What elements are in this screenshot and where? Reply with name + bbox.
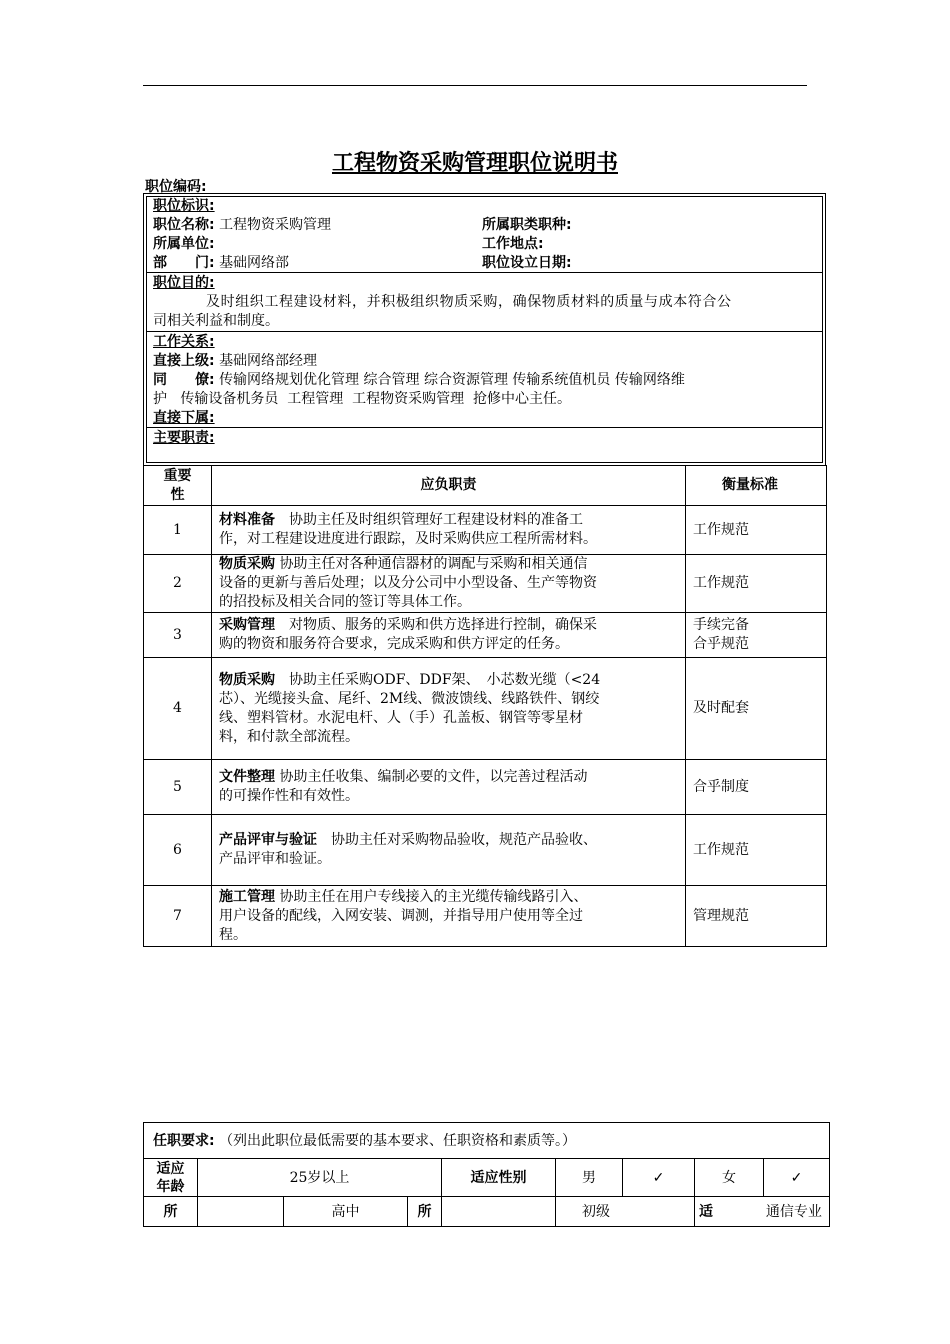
peers-row xyxy=(153,371,685,390)
duty-title: 产品评审与验证 xyxy=(219,832,317,848)
duty-cell: 采购管理 对物质、服务的采购和供方选择进行控制，确保采 购的物资和服务符合要求，完成采购和供方评定的任务。 xyxy=(212,613,686,658)
duty-title: 物质采购 xyxy=(219,671,275,688)
requirements-header-cell xyxy=(144,1123,830,1159)
standard-cell: 手续完备 合乎规范 xyxy=(686,613,827,658)
position-name-value: 工程物资采购管理 xyxy=(219,217,332,233)
standard-cell: 合乎制度 xyxy=(686,760,827,815)
table-row xyxy=(144,760,827,815)
peers-text-line2: 护 传输设备机务员 工程管理 工程物资采购管理 抢修中心主任。 xyxy=(153,391,572,407)
position-name-label: 职位名称: xyxy=(153,217,215,233)
requirement-cell xyxy=(442,1197,556,1227)
requirements-header-row xyxy=(144,1123,830,1159)
standard-cell: 工作规范 xyxy=(686,506,827,555)
row-number: 1 xyxy=(144,506,212,555)
duty-header: 应负职责 xyxy=(212,466,686,506)
age-gender-row xyxy=(144,1159,830,1197)
requirements-note: （列出此职位最低需要的基本要求、任职资格和素质等。） xyxy=(219,1132,577,1149)
standard-header: 衡量标准 xyxy=(686,466,827,506)
duty-cell: 施工管理 协助主任在用户专线接入的主光缆传输线路引入、 用户设备的配线，入网安装、调测，并指导用户使用等全过 程。 xyxy=(212,886,686,947)
requirements-label: 任职要求: xyxy=(153,1132,215,1149)
row-number: 2 xyxy=(144,555,212,613)
female-check-icon: ✓ xyxy=(764,1159,830,1197)
department-label: 部 门: xyxy=(153,255,215,271)
duty-title: 文件整理 xyxy=(219,769,275,785)
work-location-label: 工作地点: xyxy=(482,236,544,252)
row-number: 6 xyxy=(144,815,212,886)
age-label: 适应 年龄 xyxy=(144,1159,198,1197)
importance-header: 重要 性 xyxy=(144,466,212,506)
row-number: 5 xyxy=(144,760,212,815)
standard-cell: 工作规范 xyxy=(686,815,827,886)
duty-title: 材料准备 xyxy=(219,512,275,528)
work-relations-label: 工作关系: xyxy=(153,334,215,350)
job-category-label: 所属职类职种: xyxy=(482,217,572,233)
main-duties-label: 主要职责: xyxy=(153,430,215,446)
department-row xyxy=(153,254,289,273)
row-number: 3 xyxy=(144,613,212,658)
requirement-value: 初级 xyxy=(556,1197,695,1227)
duty-title: 物质采购 xyxy=(219,556,275,572)
requirement-value: 通信专业 xyxy=(765,1203,822,1220)
requirements-row xyxy=(144,1197,830,1227)
gender-female: 女 xyxy=(695,1159,764,1197)
age-value: 25岁以上 xyxy=(198,1159,442,1197)
identity-section-label: 职位标识: xyxy=(153,198,215,214)
table-header-row xyxy=(144,466,827,506)
duty-title: 施工管理 xyxy=(219,888,275,905)
department-value: 基础网络部 xyxy=(219,255,290,271)
table-row xyxy=(144,555,827,613)
position-code-label: 职位编码: xyxy=(145,179,207,195)
divider xyxy=(146,331,823,332)
purpose-label: 职位目的: xyxy=(153,275,215,291)
gender-male: 男 xyxy=(556,1159,623,1197)
requirement-label: 所 xyxy=(408,1197,442,1227)
table-row xyxy=(144,886,827,947)
duty-title: 采购管理 xyxy=(219,617,275,633)
direct-superior-label: 直接上级: xyxy=(153,353,215,369)
duties-table xyxy=(143,465,827,947)
row-number: 7 xyxy=(144,886,212,947)
position-name-row xyxy=(153,216,331,235)
purpose-text-line1: 及时组织工程建设材料，并积极组织物质采购，确保物质材料的质量与成本符合公 xyxy=(206,294,732,310)
duty-cell: 物质采购 协助主任采购ODF、DDF架、 小芯数光缆（<24 芯）、光缆接头盒、尾纤、2M线、微波馈线、线路铁件、钢绞 线、塑料管材。水泥电杆、人（手）孔盖板、钢管等零星材 料，和付款全部流程。 xyxy=(212,658,686,760)
standard-cell: 及时配套 xyxy=(686,658,827,760)
duty-cell: 产品评审与验证 协助主任对采购物品验收，规范产品验收、 产品评审和验证。 xyxy=(212,815,686,886)
requirement-label: 所 xyxy=(144,1197,198,1227)
duty-cell: 文件整理 协助主任收集、编制必要的文件，以完善过程活动 的可操作性和有效性。 xyxy=(212,760,686,815)
direct-subordinate-label: 直接下属: xyxy=(153,410,215,426)
standard-cell: 工作规范 xyxy=(686,555,827,613)
male-check-icon: ✓ xyxy=(623,1159,695,1197)
direct-superior-row xyxy=(153,352,317,371)
duty-cell: 材料准备 协助主任及时组织管理好工程建设材料的准备工 作，对工程建设进度进行跟踪，及时采购供应工程所需材料。 xyxy=(212,506,686,555)
divider xyxy=(146,427,823,428)
established-date-label: 职位设立日期: xyxy=(482,255,572,271)
table-row xyxy=(144,815,827,886)
purpose-text-line2: 司相关利益和制度。 xyxy=(153,313,279,329)
row-number: 4 xyxy=(144,658,212,760)
requirement-value: 高中 xyxy=(284,1197,408,1227)
peers-text-line1: 传输网络规划优化管理 综合管理 综合资源管理 传输系统值机员 传输网络维 xyxy=(219,372,685,388)
peers-label: 同 僚: xyxy=(153,372,215,388)
header-rule xyxy=(143,85,807,86)
requirements-table xyxy=(143,1122,830,1227)
divider xyxy=(146,272,823,273)
requirement-value xyxy=(695,1197,830,1227)
gender-label: 适应性别 xyxy=(442,1159,556,1197)
table-row xyxy=(144,613,827,658)
table-row xyxy=(144,658,827,760)
unit-label: 所属单位: xyxy=(153,236,215,252)
requirement-cell xyxy=(198,1197,284,1227)
document-title: 工程物资采购管理职位说明书 xyxy=(331,151,618,176)
direct-superior-value: 基础网络部经理 xyxy=(219,353,318,369)
requirement-label: 适 xyxy=(699,1203,713,1220)
standard-cell: 管理规范 xyxy=(686,886,827,947)
duty-cell: 物质采购 协助主任对各种通信器材的调配与采购和相关通信 设备的更新与善后处理；以及分公司中小型设备、生产等物资 的招投标及相关合同的签订等具体工作。 xyxy=(212,555,686,613)
table-row xyxy=(144,506,827,555)
